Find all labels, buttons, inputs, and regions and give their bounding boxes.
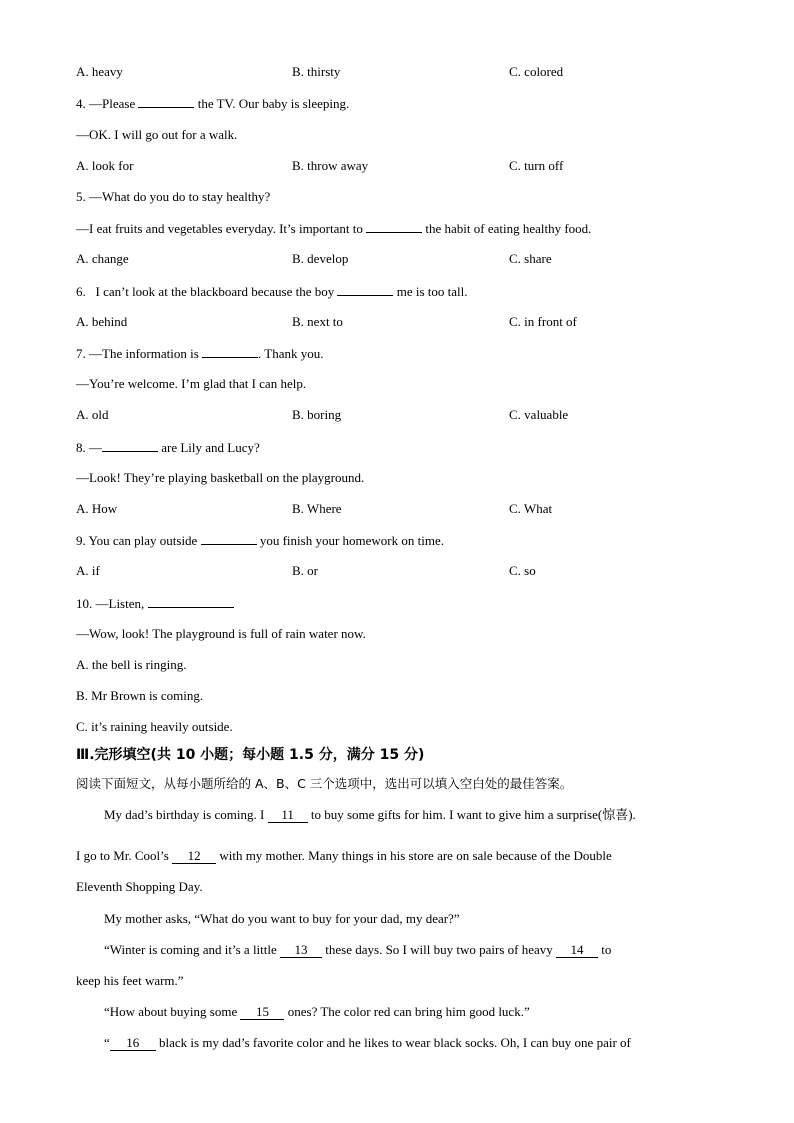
q7-option-a: A. old xyxy=(76,407,109,422)
q5-stem: 5. —What do you do to stay healthy? xyxy=(76,189,271,204)
q6-option-a: A. behind xyxy=(76,314,128,329)
cloze-blank-11: 11 xyxy=(268,808,308,823)
q8-stem xyxy=(76,439,260,456)
q10-stem xyxy=(76,595,234,612)
cloze-blank-14: 14 xyxy=(556,943,598,958)
cloze-blank-13: 13 xyxy=(280,943,322,958)
passage-text: with my mother. Many things in his store are on sale because of the Double xyxy=(216,848,612,863)
q6-option-b: B. next to xyxy=(292,314,343,329)
passage-text: ones? The color red can bring him good luck.” xyxy=(284,1004,530,1019)
passage-paragraph-5 xyxy=(104,1004,530,1020)
q3-option-a: A. heavy xyxy=(76,64,123,79)
q6-option-c: C. in front of xyxy=(509,314,577,329)
cloze-blank-15: 15 xyxy=(240,1005,284,1020)
q5-option-b: B. develop xyxy=(292,251,349,266)
passage-text: to buy some gifts for him. I want to give him a surprise(惊喜). xyxy=(307,807,636,822)
q10-option-a: A. the bell is ringing. xyxy=(76,657,187,672)
q3-option-c: C. colored xyxy=(509,64,564,79)
q4-blank xyxy=(138,95,194,108)
q4-option-b: B. throw away xyxy=(292,158,369,173)
passage-text: to xyxy=(598,942,612,957)
passage-paragraph-4 xyxy=(104,942,611,958)
q6-stem xyxy=(76,283,468,300)
q9-option-c: C. so xyxy=(509,563,536,578)
q8-option-c: C. What xyxy=(509,501,553,516)
section-title: Ⅲ.完形填空(共 10 小题；每小题 1.5 分，满分 15 分) xyxy=(76,747,425,763)
cloze-blank-12: 12 xyxy=(172,849,216,864)
q4-reply: —OK. I will go out for a walk. xyxy=(76,127,238,142)
q5-option-a: A. change xyxy=(76,251,129,266)
q8-stem-pre: 8. — xyxy=(76,440,102,455)
section-instruction: 阅读下面短文，从每小题所给的 A、B、C 三个选项中，选出可以填入空白处的最佳答案。 xyxy=(76,776,573,791)
q5-reply-post: the habit of eating healthy food. xyxy=(422,221,592,236)
q10-option-c: C. it’s raining heavily outside. xyxy=(76,719,233,734)
passage-paragraph-6 xyxy=(104,1035,631,1051)
q4-option-c: C. turn off xyxy=(509,158,564,173)
q9-stem-pre: 9. You can play outside xyxy=(76,533,201,548)
passage-text: “Winter is coming and it’s a little xyxy=(104,942,281,957)
q9-blank xyxy=(201,532,257,545)
q8-blank xyxy=(102,439,158,452)
q7-option-b: B. boring xyxy=(292,407,342,422)
q6-stem-post: me is too tall. xyxy=(393,284,468,299)
q7-blank xyxy=(202,345,258,358)
q4-option-a: A. look for xyxy=(76,158,134,173)
q6-stem-pre: 6. I can’t look at the blackboard because the boy xyxy=(76,284,338,299)
passage-text: these days. So I will buy two pairs of heavy xyxy=(322,942,556,957)
passage-paragraph-2 xyxy=(76,848,612,864)
q10-stem-pre: 10. —Listen, xyxy=(76,596,148,611)
q10-blank xyxy=(148,595,234,608)
passage-text: My dad’s birthday is coming. I xyxy=(104,807,268,822)
q8-option-b: B. Where xyxy=(292,501,342,516)
q9-option-a: A. if xyxy=(76,563,100,578)
q9-option-b: B. or xyxy=(292,563,318,578)
q6-blank xyxy=(337,283,393,296)
q5-option-c: C. share xyxy=(509,251,552,266)
q5-blank xyxy=(366,220,422,233)
q4-stem-post: the TV. Our baby is sleeping. xyxy=(194,96,350,111)
q8-option-a: A. How xyxy=(76,501,118,516)
q9-stem xyxy=(76,532,444,549)
passage-text: black is my dad’s favorite color and he likes to wear black socks. Oh, I can buy one pair of xyxy=(155,1035,631,1050)
passage-text: “ xyxy=(104,1035,110,1050)
q3-option-b: B. thirsty xyxy=(292,64,341,79)
passage-paragraph-4-cont: keep his feet warm.” xyxy=(76,973,184,988)
passage-paragraph-1 xyxy=(104,807,636,823)
q10-reply: —Wow, look! The playground is full of rain water now. xyxy=(76,626,366,641)
q7-stem-post: . Thank you. xyxy=(258,346,324,361)
q7-stem-pre: 7. —The information is xyxy=(76,346,203,361)
q5-reply-pre: —I eat fruits and vegetables everyday. It’s important to xyxy=(76,221,367,236)
q7-stem xyxy=(76,345,324,362)
passage-text: “How about buying some xyxy=(104,1004,241,1019)
passage-text: I go to Mr. Cool’s xyxy=(76,848,173,863)
q9-stem-post: you finish your homework on time. xyxy=(256,533,444,548)
q8-stem-post: are Lily and Lucy? xyxy=(158,440,260,455)
q5-reply xyxy=(76,220,591,237)
q7-reply: —You’re welcome. I’m glad that I can help. xyxy=(76,376,307,391)
cloze-blank-16: 16 xyxy=(110,1036,156,1051)
passage-paragraph-2-cont: Eleventh Shopping Day. xyxy=(76,879,203,894)
passage-paragraph-3: My mother asks, “What do you want to buy for your dad, my dear?” xyxy=(104,911,460,926)
q4-stem-pre: 4. —Please xyxy=(76,96,139,111)
q8-reply: —Look! They’re playing basketball on the playground. xyxy=(76,470,365,485)
q7-option-c: C. valuable xyxy=(509,407,569,422)
q10-option-b: B. Mr Brown is coming. xyxy=(76,688,204,703)
q4-stem xyxy=(76,95,349,112)
